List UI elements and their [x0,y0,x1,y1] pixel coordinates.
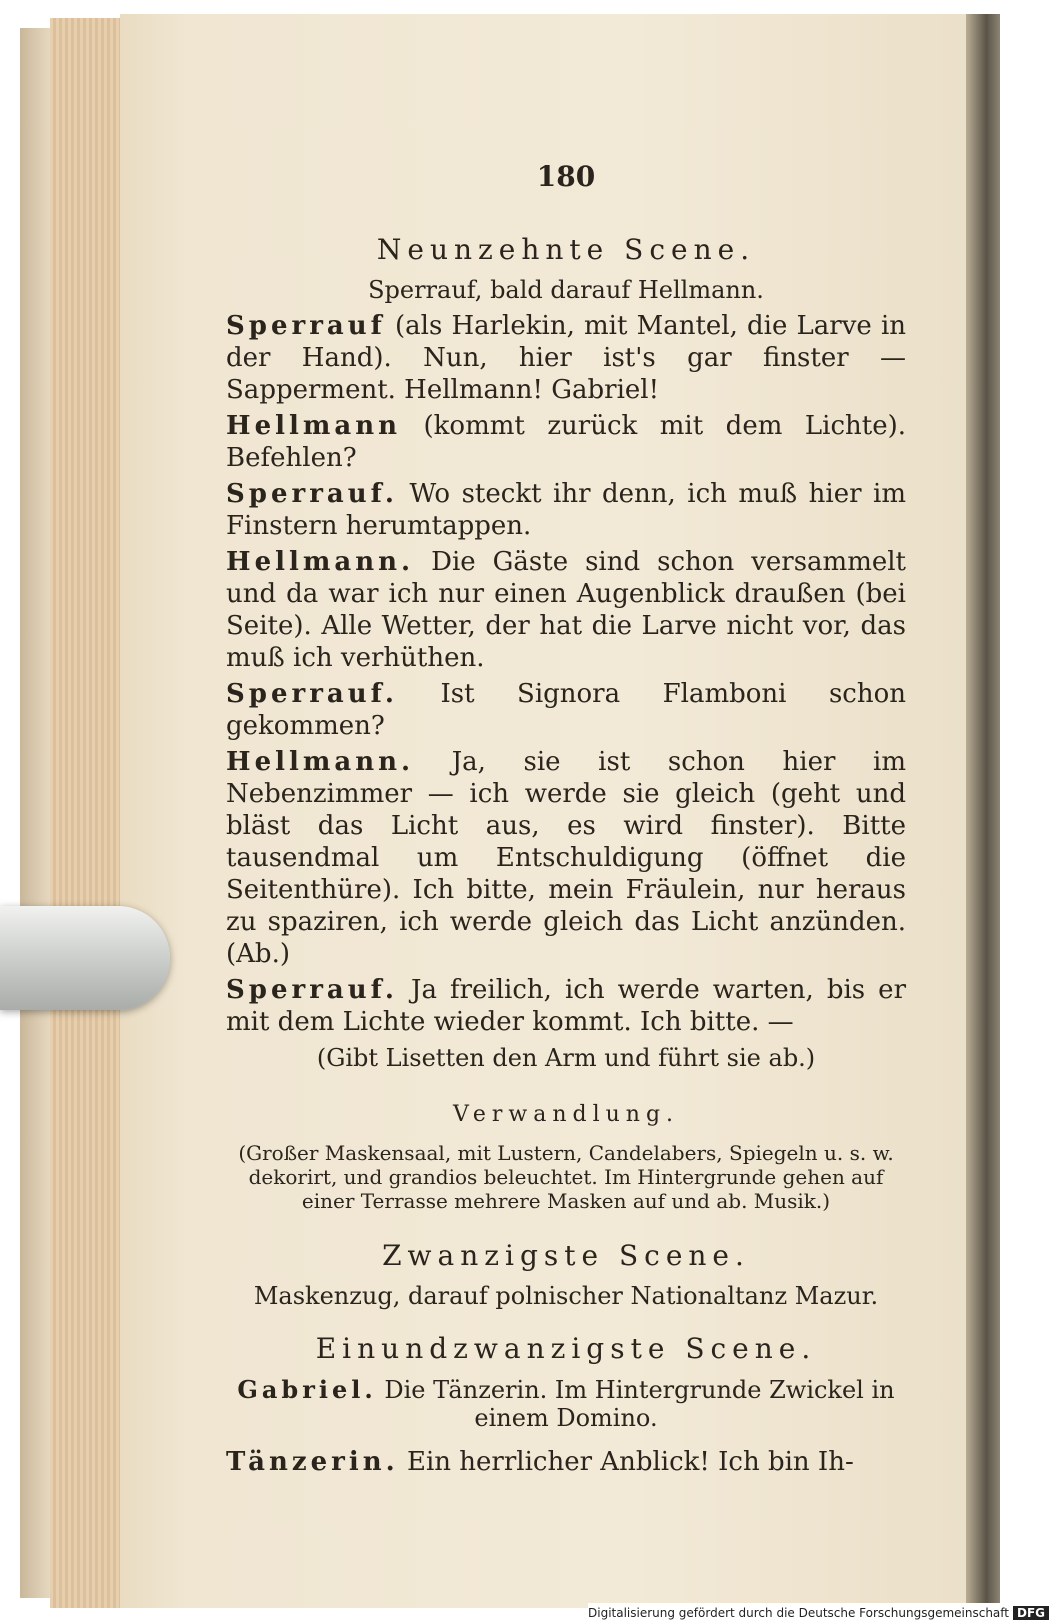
dialogue-line: Hellmann. Die Gäste sind schon versammelt und da war ich nur einen Augenblick draußen (bei Seite). Alle Wetter, der hat die Larve nicht vor, das muß ich verhüthen. [226,547,906,673]
page-number: 180 [536,160,596,193]
dialogue-line: Sperrauf. Ist Signora Flamboni schon gekommen? [226,679,907,741]
scene-19-subtitle: Sperrauf, bald darauf Hellmann. [368,276,764,304]
page-edges [50,18,128,1608]
dfg-logo: DFG [1013,1606,1049,1620]
scene-20-title: Zwanzigste Scene. [382,1239,750,1272]
dialogue-line: Sperrauf (als Harlekin, mit Mantel, die Larve in der Hand). Nun, hier ist's gar finster — Sapperment. Hellmann! Gabriel! [226,311,906,405]
dialogue-line: Hellmann (kommt zurück mit dem Lichte). Befehlen? [226,411,906,473]
verwandlung-heading: Verwandlung. [452,1102,680,1127]
scene-21-title: Einundzwanzigste Scene. [315,1332,817,1365]
dialogue-line: Sperrauf. Ja freilich, ich werde warten, bis er mit dem Lichte wieder kommt. Ich bitte. — [226,975,906,1037]
dialogue-line: Sperrauf. Wo steckt ihr denn, ich muß hier im Finstern herumtappen. [226,479,906,541]
scanner-thumb-holder [0,906,170,1010]
page-text [226,160,906,1482]
stage-direction-exit: (Gibt Lisetten den Arm und führt sie ab.) [316,1044,816,1072]
dialogue-line: Tänzerin. Ein herrlicher Anblick! Ich bin Ih- [226,1447,854,1477]
digitization-footer [588,1603,1046,1623]
scene-20-subtitle: Maskenzug, darauf polnischer Nationaltanz Mazur. [253,1282,879,1310]
verwandlung-stage-direction: (Großer Maskensaal, mit Lustern, Candelabers, Spiegeln u. s. w. dekorirt, und grandios beleuchtet. Im Hintergrunde gehen auf einer Terrasse mehrere Masken auf und ab. Musik.) [238,1141,894,1213]
scene-21-subtitle: Gabriel. Die Tänzerin. Im Hintergrunde Zwickel in einem Domino. [237,1375,895,1432]
book-spine [20,28,50,1598]
binding-gutter [966,14,1000,1608]
scene-19-title: Neunzehnte Scene. [376,233,756,266]
dialogue-line: Hellmann. Ja, sie ist schon hier im Nebenzimmer — ich werde sie gleich (geht und bläst das Licht aus, es wird finster). Bitte tausendmal um Entschuldigung (öffnet die Seitenthüre). Ich bitte, mein Fräulein, nur heraus zu spaziren, ich werde gleich das Licht anzünden. (Ab.) [226,747,907,969]
footer-credit: Digitalisierung gefördert durch die Deutsche Forschungsgemeinschaft [588,1606,1010,1620]
